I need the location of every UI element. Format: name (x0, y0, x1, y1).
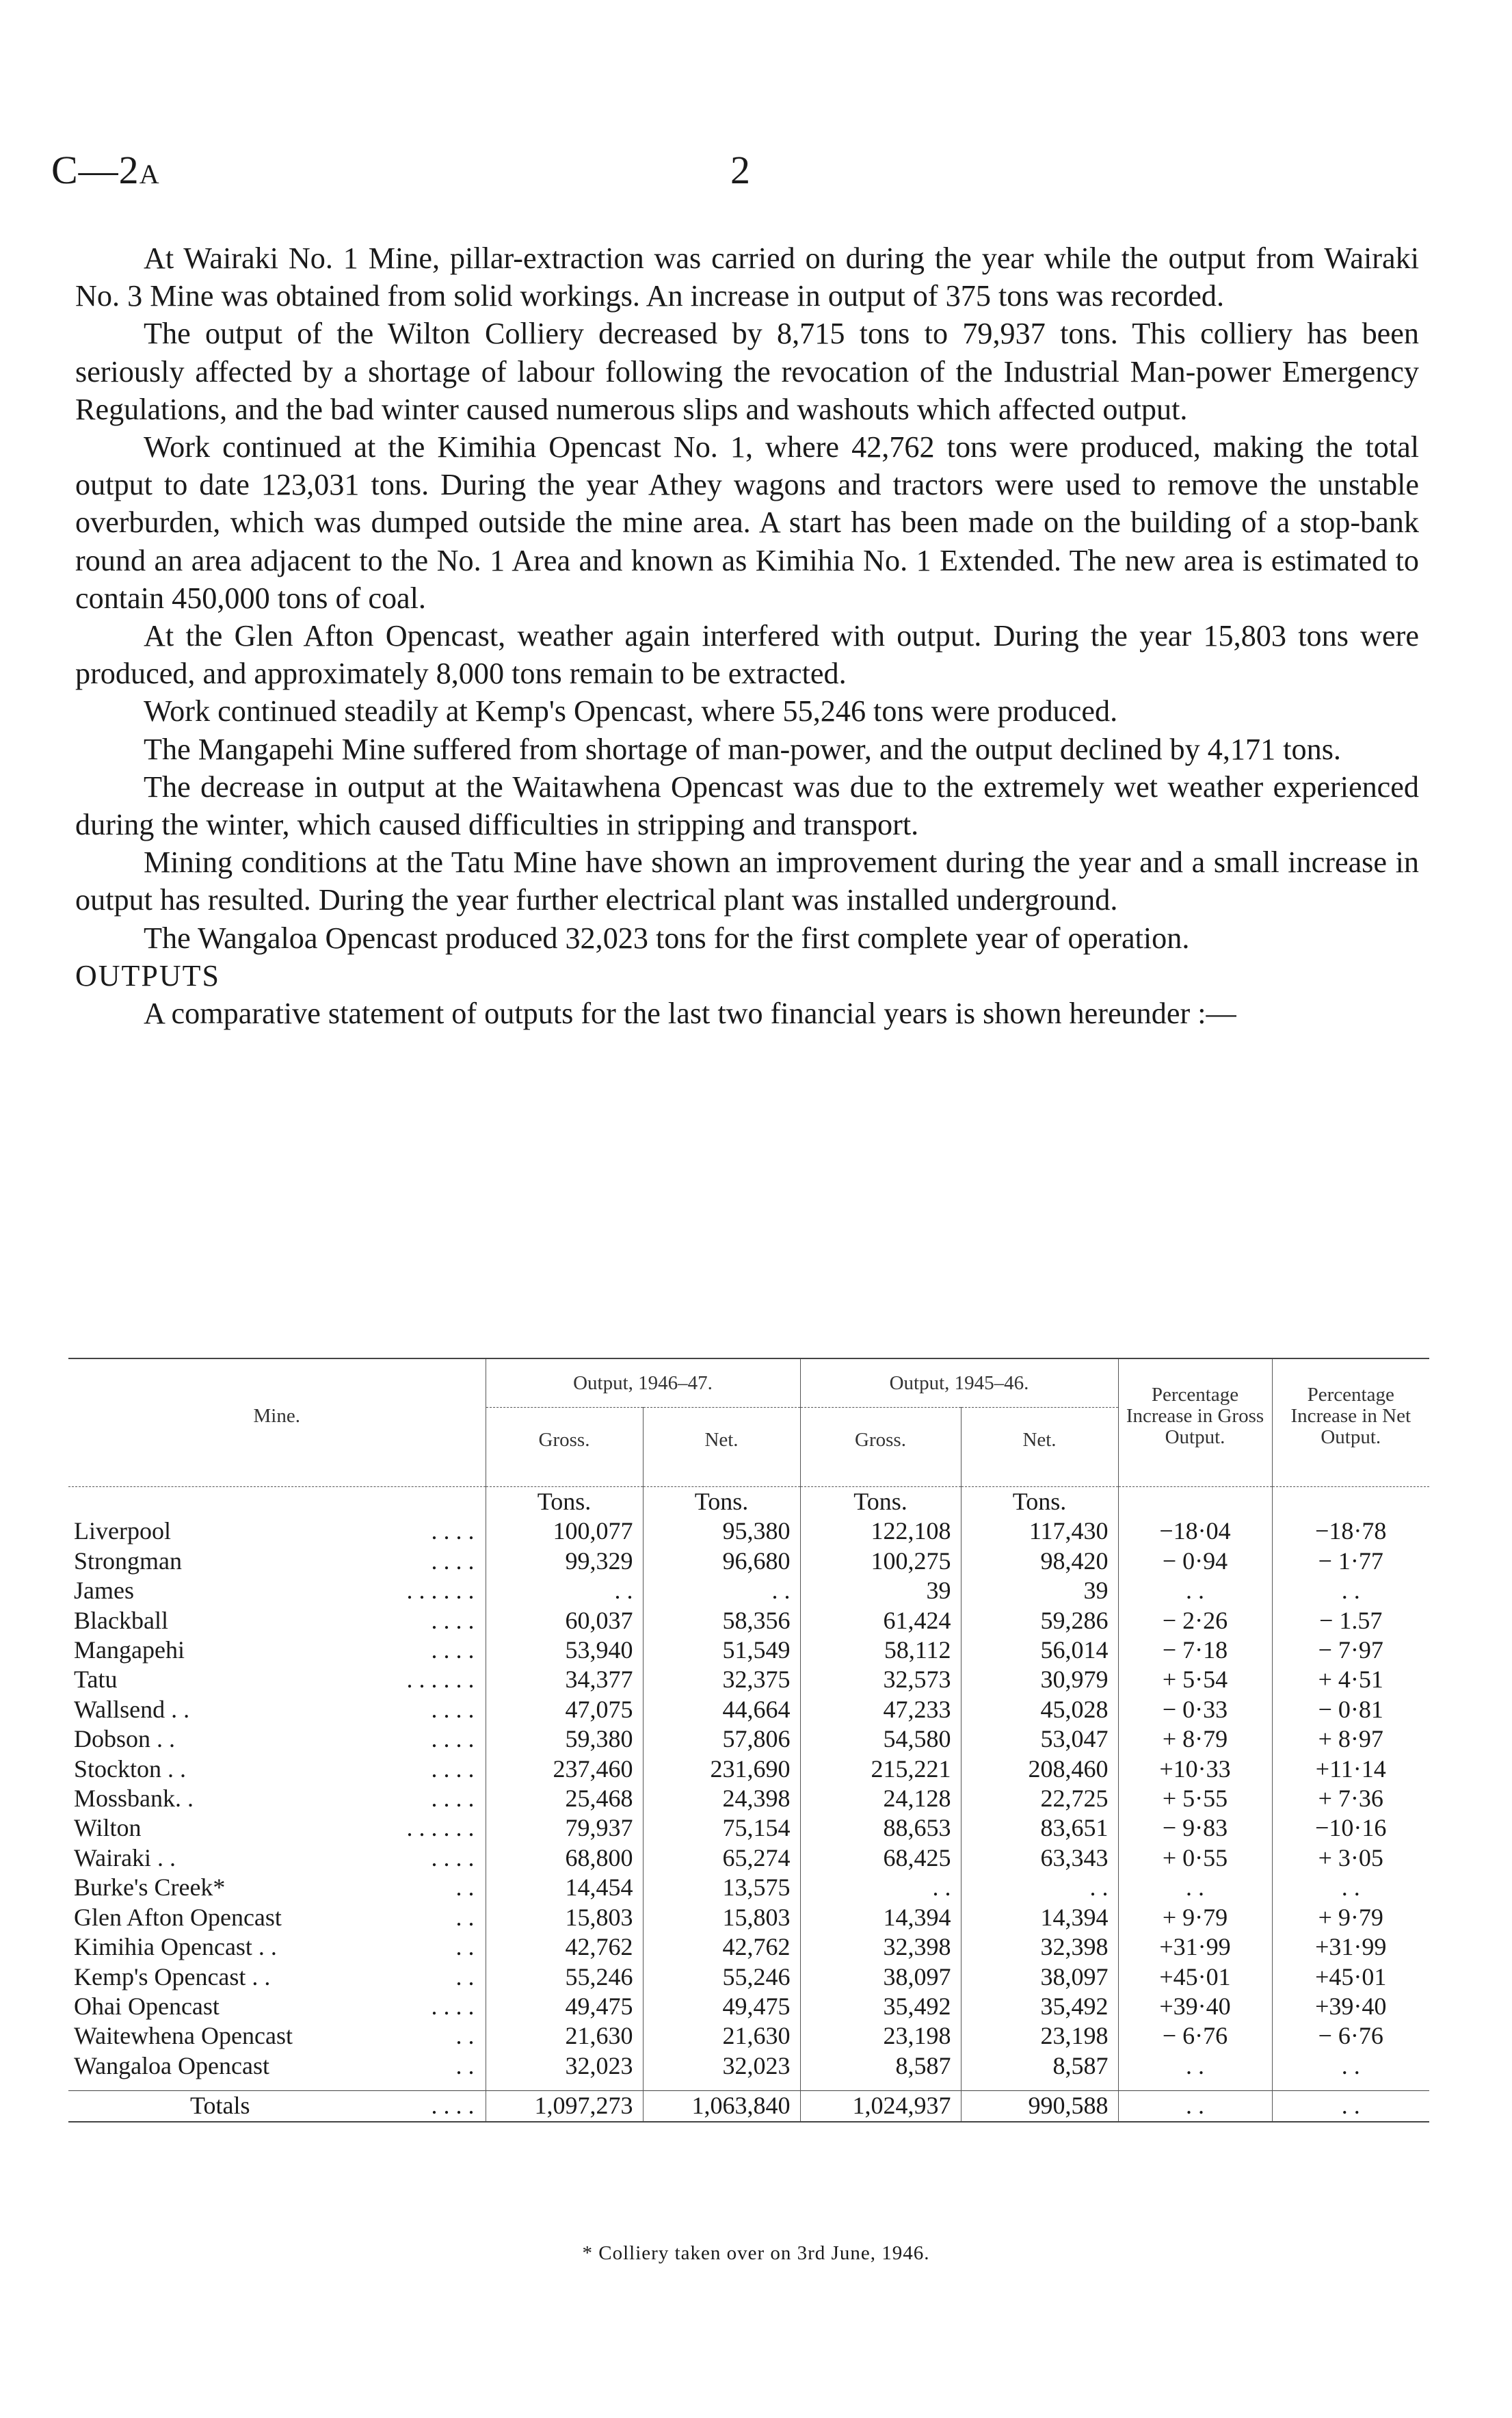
mine-name-cell (68, 2051, 486, 2081)
mine-name-cell (68, 1695, 486, 1724)
mine-name-cell (68, 1813, 486, 1843)
output-1945-header: Output, 1945–46. (800, 1359, 1118, 1408)
pct-gross-cell: −18·04 (1118, 1516, 1272, 1546)
pct-gross-cell: +39·40 (1118, 1992, 1272, 2021)
units-row (68, 1487, 1429, 1517)
gross-1945-cell: 58,112 (800, 1635, 961, 1665)
pct-gross-cell: + 0·55 (1118, 1843, 1272, 1873)
gross-1945-cell: 1,024,937 (800, 2091, 961, 2122)
leader-dots: . . . . (431, 2092, 475, 2120)
net-1946-header: Net. (643, 1408, 800, 1473)
mine-name-cell (68, 1606, 486, 1635)
pct-gross-cell: +45·01 (1118, 1962, 1272, 1992)
table-row (68, 1724, 1429, 1754)
gross-1945-cell: 61,424 (800, 1606, 961, 1635)
paragraph-mangapehi: The Mangapehi Mine suffered from shortage of man-power, and the output declined by 4,171 tons. (144, 732, 1341, 766)
gross-1946-cell: 34,377 (486, 1665, 643, 1694)
mine-name-cell (68, 1516, 486, 1546)
net-1946-cell: 65,274 (643, 1843, 800, 1873)
pct-gross-cell: − 0·33 (1118, 1695, 1272, 1724)
pct-net-cell: . . (1272, 2091, 1429, 2122)
table-row (68, 1843, 1429, 1873)
pct-gross-cell: . . (1118, 1576, 1272, 1605)
gross-1946-cell: 25,468 (486, 1784, 643, 1813)
paragraph-kimihia: Work continued at the Kimihia Opencast No. 1, where 42,762 tons were produced, making the total output to date 123,031 tons. During the year Athey wagons and tractors were used to remove the unstable overburden, which was dumped outside the mine area. A start has been made on the building of a stop-bank round an area adjacent to the No. 1 Area and known as Kimihia No. 1 Extended. The new area is estimated to contain 450,000 tons of coal. (75, 430, 1419, 615)
mine-name-cell (68, 1665, 486, 1694)
mine-name: Wilton (74, 1814, 142, 1842)
gross-1945-cell: 54,580 (800, 1724, 961, 1754)
pct-net-cell: + 9·79 (1272, 1903, 1429, 1932)
net-1945-cell: 30,979 (961, 1665, 1118, 1694)
leader-dots: . . (455, 1933, 475, 1961)
mine-name: James (74, 1577, 134, 1605)
net-1946-cell: 42,762 (643, 1932, 800, 1962)
net-1946-cell: 32,375 (643, 1665, 800, 1694)
gross-1946-cell: 21,630 (486, 2021, 643, 2051)
table-bottom-rule (68, 2122, 1429, 2123)
pct-net-cell: + 4·51 (1272, 1665, 1429, 1694)
pct-gross-cell: − 6·76 (1118, 2021, 1272, 2051)
gross-1946-cell: 100,077 (486, 1516, 643, 1546)
net-1946-cell: 75,154 (643, 1813, 800, 1843)
table-row (68, 1962, 1429, 1992)
table-row (68, 1576, 1429, 1605)
net-1945-cell: 63,343 (961, 1843, 1118, 1873)
pct-net-cell: − 7·97 (1272, 1635, 1429, 1665)
mine-name: Mangapehi (74, 1636, 185, 1664)
pct-net-cell: + 3·05 (1272, 1843, 1429, 1873)
unit-label: Tons. (800, 1487, 961, 1517)
mine-name: Liverpool (74, 1517, 171, 1545)
mine-name-cell (68, 1903, 486, 1932)
totals-row (68, 2091, 1429, 2122)
mine-name: Wairaki . . (74, 1843, 176, 1871)
paragraph-kemps: Work continued steadily at Kemp's Opencast, where 55,246 tons were produced. (144, 694, 1118, 728)
pct-net-cell: − 6·76 (1272, 2021, 1429, 2051)
net-1946-cell: 96,680 (643, 1547, 800, 1576)
spacer-row (68, 2081, 1429, 2091)
mine-name: Burke's Creek* (74, 1874, 226, 1902)
paragraph-wairaki: At Wairaki No. 1 Mine, pillar-extraction was carried on during the year while the output from Wairaki No. 3 Mine was obtained from solid workings. An increase in output of 375 tons was recorded. (75, 241, 1419, 313)
pct-gross-cell: − 0·94 (1118, 1547, 1272, 1576)
gross-1946-cell: 14,454 (486, 1873, 643, 1902)
pct-net-header: Percentage Increase in Net Output. (1272, 1359, 1429, 1473)
table-row (68, 2051, 1429, 2081)
pct-net-cell: +39·40 (1272, 1992, 1429, 2021)
mine-name-cell (68, 1576, 486, 1605)
leader-dots: . . . . (431, 1755, 475, 1783)
net-1946-cell: 57,806 (643, 1724, 800, 1754)
mine-column-header: Mine. (253, 1404, 300, 1427)
net-1946-cell: 1,063,840 (643, 2091, 800, 2122)
gross-1945-cell: 68,425 (800, 1843, 961, 1873)
net-1946-cell: 13,575 (643, 1873, 800, 1902)
net-1946-cell: 231,690 (643, 1755, 800, 1784)
gross-1946-cell: 49,475 (486, 1992, 643, 2021)
net-1945-cell: 990,588 (961, 2091, 1118, 2122)
paragraph-wangaloa: The Wangaloa Opencast produced 32,023 tons for the first complete year of operation. (144, 921, 1190, 955)
leader-dots: . . . . (431, 1547, 475, 1575)
mine-name: Ohai Opencast (74, 1992, 220, 2020)
mine-name-cell (68, 1755, 486, 1784)
mine-name: Waitewhena Opencast (74, 2022, 293, 2050)
net-1945-cell: 32,398 (961, 1932, 1118, 1962)
leader-dots: . . . . (431, 1636, 475, 1664)
pct-net-cell: . . (1272, 2051, 1429, 2081)
pct-gross-header: Percentage Increase in Gross Output. (1118, 1359, 1272, 1473)
mine-name-cell (68, 1843, 486, 1873)
net-1945-cell: 117,430 (961, 1516, 1118, 1546)
table-row (68, 1784, 1429, 1813)
gross-1946-cell: 32,023 (486, 2051, 643, 2081)
net-1946-cell: 51,549 (643, 1635, 800, 1665)
net-1945-cell: 38,097 (961, 1962, 1118, 1992)
gross-1945-cell: 88,653 (800, 1813, 961, 1843)
pct-net-cell: . . (1272, 1873, 1429, 1902)
gross-1945-header: Gross. (800, 1408, 961, 1473)
gross-1945-cell: 100,275 (800, 1547, 961, 1576)
net-1946-cell: 15,803 (643, 1903, 800, 1932)
net-1945-cell: 53,047 (961, 1724, 1118, 1754)
net-1945-cell: . . (961, 1873, 1118, 1902)
leader-dots: . . . . (431, 1606, 475, 1634)
unit-label: Tons. (643, 1487, 800, 1517)
mine-name: Blackball (74, 1606, 168, 1634)
table-row (68, 1992, 1429, 2021)
pct-net-cell: + 7·36 (1272, 1784, 1429, 1813)
mine-name-cell (68, 1547, 486, 1576)
gross-1946-cell: 68,800 (486, 1843, 643, 1873)
outputs-table (68, 1358, 1429, 2123)
gross-1945-cell: 47,233 (800, 1695, 961, 1724)
table-row (68, 1695, 1429, 1724)
leader-dots: . . . . (431, 1725, 475, 1753)
table-row (68, 1665, 1429, 1694)
mine-name: Dobson . . (74, 1725, 176, 1753)
mine-name-cell (68, 1724, 486, 1754)
table-row (68, 1813, 1429, 1843)
net-1945-cell: 14,394 (961, 1903, 1118, 1932)
pct-net-cell: − 1·77 (1272, 1547, 1429, 1576)
net-1946-cell: 21,630 (643, 2021, 800, 2051)
table-row (68, 1755, 1429, 1784)
gross-1946-header: Gross. (486, 1408, 643, 1473)
table-row (68, 1635, 1429, 1665)
net-1946-cell: 44,664 (643, 1695, 800, 1724)
mine-name: Kimihia Opencast . . (74, 1933, 277, 1961)
pct-net-cell: + 8·97 (1272, 1724, 1429, 1754)
gross-1945-cell: 38,097 (800, 1962, 961, 1992)
mine-name: Kemp's Opencast . . (74, 1962, 271, 1990)
pct-net-cell: . . (1272, 1576, 1429, 1605)
leader-dots: . . (455, 1903, 475, 1931)
gross-1945-cell: 35,492 (800, 1992, 961, 2021)
gross-1946-cell: 99,329 (486, 1547, 643, 1576)
table-row (68, 1873, 1429, 1902)
pct-net-cell: −18·78 (1272, 1516, 1429, 1546)
net-1945-cell: 23,198 (961, 2021, 1118, 2051)
net-1945-cell: 59,286 (961, 1606, 1118, 1635)
paragraph-tatu: Mining conditions at the Tatu Mine have shown an improvement during the year and a small increase in output has resulted. During the year further electrical plant was installed underground. (75, 845, 1419, 917)
table-footnote: * Colliery taken over on 3rd June, 1946. (582, 2242, 930, 2264)
gross-1945-cell: 32,573 (800, 1665, 961, 1694)
gross-1946-cell: . . (486, 1576, 643, 1605)
gross-1945-cell: 14,394 (800, 1903, 961, 1932)
gross-1946-cell: 53,940 (486, 1635, 643, 1665)
table-header-row-1 (68, 1359, 1429, 1408)
gross-1946-cell: 59,380 (486, 1724, 643, 1754)
mine-name: Mossbank. . (74, 1785, 194, 1813)
net-1945-cell: 208,460 (961, 1755, 1118, 1784)
paragraph-glen-afton: At the Glen Afton Opencast, weather again interfered with output. During the year 15,803 tons were produced, and approximately 8,000 tons remain to be extracted. (75, 619, 1419, 691)
table-row (68, 1903, 1429, 1932)
net-1945-cell: 8,587 (961, 2051, 1118, 2081)
pct-gross-cell: − 9·83 (1118, 1813, 1272, 1843)
net-1946-cell: 95,380 (643, 1516, 800, 1546)
table-row (68, 1606, 1429, 1635)
gross-1946-cell: 1,097,273 (486, 2091, 643, 2122)
pct-gross-cell: + 5·54 (1118, 1665, 1272, 1694)
net-1945-cell: 22,725 (961, 1784, 1118, 1813)
mine-name-cell (68, 1635, 486, 1665)
table-row (68, 2021, 1429, 2051)
mine-name-cell (68, 2091, 486, 2122)
leader-dots: . . . . (431, 1992, 475, 2020)
gross-1945-cell: 24,128 (800, 1784, 961, 1813)
pct-gross-cell: − 2·26 (1118, 1606, 1272, 1635)
gross-1945-cell: 215,221 (800, 1755, 961, 1784)
paragraph-wilton: The output of the Wilton Colliery decreased by 8,715 tons to 79,937 tons. This colliery has been seriously affected by a shortage of labour following the revocation of the Industrial Man-power Emergency Regulations, and the bad winter caused numerous slips and washouts which affected output. (75, 317, 1419, 426)
mine-name: Strongman (74, 1547, 182, 1575)
output-1946-header: Output, 1946–47. (486, 1359, 800, 1408)
mine-name-cell (68, 1873, 486, 1902)
mine-name: Glen Afton Opencast (74, 1903, 282, 1931)
net-1945-cell: 56,014 (961, 1635, 1118, 1665)
unit-label: Tons. (961, 1487, 1118, 1517)
mine-name: Wangaloa Opencast (74, 2051, 269, 2079)
leader-dots: . . . . . . (406, 1814, 475, 1842)
pct-net-cell: +11·14 (1272, 1755, 1429, 1784)
mine-name: Wallsend . . (74, 1695, 190, 1723)
table-row (68, 1547, 1429, 1576)
net-1946-cell: 24,398 (643, 1784, 800, 1813)
leader-dots: . . . . (431, 1517, 475, 1545)
unit-label: Tons. (486, 1487, 643, 1517)
gross-1946-cell: 55,246 (486, 1962, 643, 1992)
pct-gross-cell: + 9·79 (1118, 1903, 1272, 1932)
pct-gross-cell: +10·33 (1118, 1755, 1272, 1784)
gross-1945-cell: 8,587 (800, 2051, 961, 2081)
pct-net-cell: +45·01 (1272, 1962, 1429, 1992)
leader-dots: . . . . . . (406, 1666, 475, 1694)
net-1945-cell: 98,420 (961, 1547, 1118, 1576)
table-row (68, 1932, 1429, 1962)
net-1946-cell: . . (643, 1576, 800, 1605)
pct-net-cell: −10·16 (1272, 1813, 1429, 1843)
table-row (68, 1516, 1429, 1546)
pct-gross-cell: . . (1118, 2051, 1272, 2081)
gross-1946-cell: 15,803 (486, 1903, 643, 1932)
net-1946-cell: 32,023 (643, 2051, 800, 2081)
gross-1945-cell: 39 (800, 1576, 961, 1605)
net-1945-cell: 83,651 (961, 1813, 1118, 1843)
pct-gross-cell: + 5·55 (1118, 1784, 1272, 1813)
mine-name-cell (68, 1932, 486, 1962)
table-intro: A comparative statement of outputs for the last two financial years is shown hereunder :— (144, 997, 1236, 1031)
gross-1945-cell: . . (800, 1873, 961, 1902)
net-1945-header: Net. (961, 1408, 1118, 1473)
net-1945-cell: 35,492 (961, 1992, 1118, 2021)
gross-1946-cell: 79,937 (486, 1813, 643, 1843)
mine-name: Tatu (74, 1666, 118, 1694)
leader-dots: . . (455, 1874, 475, 1902)
leader-dots: . . . . . . (406, 1577, 475, 1605)
leader-dots: . . . . (431, 1695, 475, 1723)
body-text (75, 239, 1419, 1032)
leader-dots: . . . . (431, 1785, 475, 1813)
page-number: 2 (730, 148, 750, 192)
mine-name: Stockton . . (74, 1755, 187, 1783)
gross-1946-cell: 237,460 (486, 1755, 643, 1784)
leader-dots: . . (455, 2022, 475, 2050)
pct-net-cell: − 0·81 (1272, 1695, 1429, 1724)
leader-dots: . . . . (431, 1843, 475, 1871)
mine-name-cell (68, 1992, 486, 2021)
document-reference: C—2A (51, 148, 160, 192)
net-1945-cell: 39 (961, 1576, 1118, 1605)
pct-gross-cell: . . (1118, 1873, 1272, 1902)
pct-net-cell: +31·99 (1272, 1932, 1429, 1962)
mine-name-cell (68, 2021, 486, 2051)
gross-1945-cell: 23,198 (800, 2021, 961, 2051)
leader-dots: . . (455, 2051, 475, 2079)
pct-gross-cell: − 7·18 (1118, 1635, 1272, 1665)
gross-1946-cell: 42,762 (486, 1932, 643, 1962)
net-1946-cell: 49,475 (643, 1992, 800, 2021)
net-1946-cell: 58,356 (643, 1606, 800, 1635)
section-heading: OUTPUTS (75, 958, 221, 993)
net-1946-cell: 55,246 (643, 1962, 800, 1992)
pct-gross-cell: . . (1118, 2091, 1272, 2122)
gross-1945-cell: 122,108 (800, 1516, 961, 1546)
leader-dots: . . (455, 1962, 475, 1990)
paragraph-waitawhena: The decrease in output at the Waitawhena Opencast was due to the extremely wet weather experienced during the winter, which caused difficulties in stripping and transport. (75, 770, 1419, 842)
net-1945-cell: 45,028 (961, 1695, 1118, 1724)
gross-1946-cell: 47,075 (486, 1695, 643, 1724)
pct-gross-cell: +31·99 (1118, 1932, 1272, 1962)
pct-gross-cell: + 8·79 (1118, 1724, 1272, 1754)
gross-1945-cell: 32,398 (800, 1932, 961, 1962)
gross-1946-cell: 60,037 (486, 1606, 643, 1635)
mine-name: Totals (190, 2092, 250, 2120)
mine-name-cell (68, 1962, 486, 1992)
pct-net-cell: − 1.57 (1272, 1606, 1429, 1635)
mine-name-cell (68, 1784, 486, 1813)
